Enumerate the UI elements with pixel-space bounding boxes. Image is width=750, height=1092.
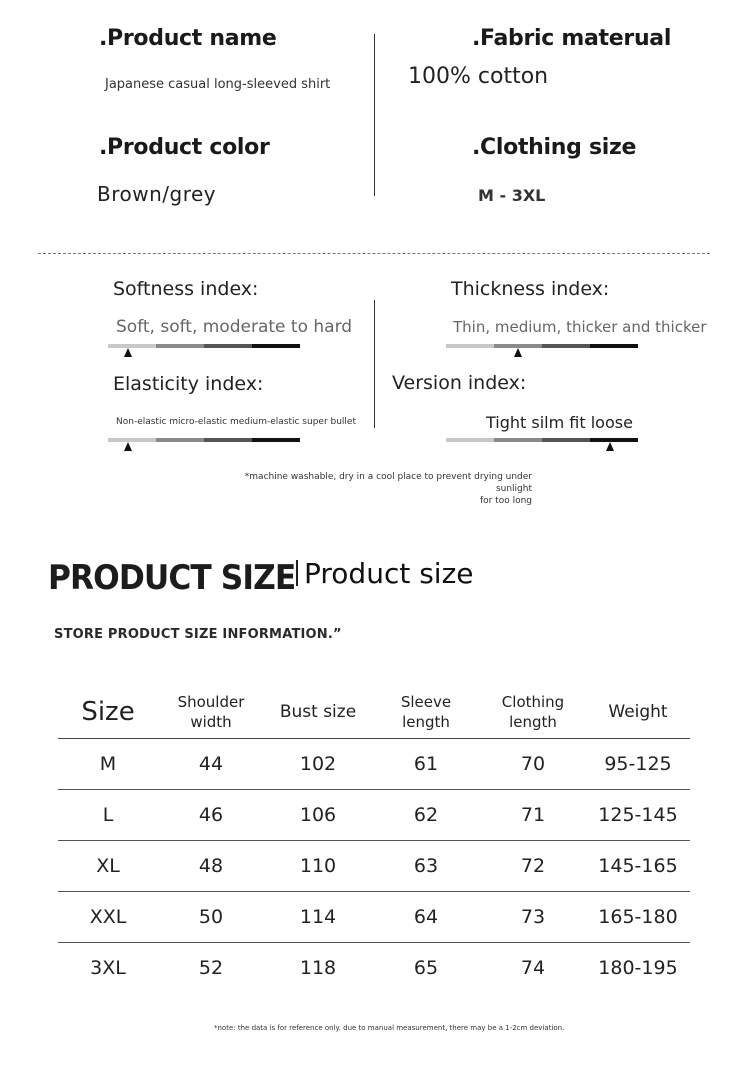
size-table: [58, 686, 690, 993]
section-divider: [38, 253, 710, 254]
elasticity-scale: [108, 438, 300, 442]
version-title: Version index:: [392, 372, 527, 394]
table-cell: XL: [58, 841, 158, 892]
table-cell: 71: [480, 790, 586, 841]
table-cell: 63: [372, 841, 480, 892]
table-row: [58, 892, 690, 943]
elasticity-marker: [124, 442, 132, 451]
table-cell: 52: [198, 957, 224, 979]
size-section-title: PRODUCT SIZE: [48, 558, 296, 598]
fabric-value: 100% cotton: [408, 64, 549, 89]
table-cell: 106: [264, 790, 372, 841]
product-name-label: .Product name: [99, 26, 277, 51]
size-footnote: *note: the data is for reference only. due to manual measurement, there may be a 1-2cm deviation.: [214, 1024, 565, 1032]
table-cell: 102: [264, 739, 372, 790]
table-cell: 95-125: [586, 739, 690, 790]
header-size: Size: [58, 686, 158, 739]
table-cell: 145-165: [586, 841, 690, 892]
thickness-title: Thickness index:: [451, 278, 610, 300]
table-cell: 44: [158, 739, 264, 790]
table-cell: 110: [264, 841, 372, 892]
table-cell: 73: [480, 892, 586, 943]
elasticity-title: Elasticity index:: [113, 373, 264, 395]
softness-desc: Soft, soft, moderate to hard: [116, 317, 353, 337]
product-color-value: Brown/grey: [97, 182, 217, 206]
table-row: [58, 739, 690, 790]
table-cell: L: [58, 790, 158, 841]
info-divider: [374, 34, 375, 196]
table-cell: 74: [520, 957, 546, 979]
table-cell: 165-180: [586, 892, 690, 943]
header-bust-size: Bust size: [264, 686, 372, 739]
table-cell: 46: [158, 790, 264, 841]
table-cell: 125-145: [586, 790, 690, 841]
subtitle-bar: [296, 560, 298, 586]
thickness-scale: [446, 344, 638, 348]
fabric-label: .Fabric materual: [472, 26, 672, 51]
index-divider: [374, 300, 375, 428]
table-cell: M: [58, 739, 158, 790]
header-sleeve-length: Sleeve length: [372, 686, 480, 739]
size-section-caption: STORE PRODUCT SIZE INFORMATION.”: [54, 627, 342, 642]
care-note-line2: for too long: [479, 496, 532, 506]
elasticity-desc: Non-elastic micro-elastic medium-elastic super bullet: [116, 417, 356, 427]
table-cell: 72: [480, 841, 586, 892]
table-cell: 61: [372, 739, 480, 790]
softness-scale: [108, 344, 300, 348]
table-cell: 3XL: [90, 957, 126, 979]
product-name-value: Japanese casual long-sleeved shirt: [105, 77, 331, 92]
softness-title: Softness index:: [113, 278, 259, 300]
care-note: [222, 471, 532, 507]
header-shoulder-width: Shoulder width: [158, 686, 264, 739]
table-row: [58, 841, 690, 892]
product-color-label: .Product color: [99, 135, 270, 160]
table-cell: 114: [264, 892, 372, 943]
table-row: [58, 790, 690, 841]
header-clothing-length: Clothing length: [480, 686, 586, 739]
table-cell: 65: [413, 957, 439, 979]
table-cell: XXL: [58, 892, 158, 943]
clothing-size-value: M - 3XL: [478, 186, 546, 205]
size-section-subtitle: [296, 557, 474, 590]
thickness-marker: [514, 348, 522, 357]
care-note-line1: *machine washable, dry in a cool place to prevent drying under sunlight: [244, 472, 532, 494]
table-row: [58, 943, 690, 994]
version-desc: Tight silm fit loose: [486, 413, 633, 432]
table-cell: 70: [480, 739, 586, 790]
table-cell: 118: [299, 957, 337, 979]
table-cell: 180-195: [598, 957, 678, 979]
table-cell: 50: [158, 892, 264, 943]
size-section-subtitle-text: Product size: [304, 557, 474, 590]
version-marker: [606, 442, 614, 451]
softness-marker: [124, 348, 132, 357]
table-cell: 62: [372, 790, 480, 841]
size-table-header: [58, 686, 690, 739]
clothing-size-label-text: .Clothing size: [472, 135, 637, 160]
table-cell: 64: [372, 892, 480, 943]
table-cell: 48: [158, 841, 264, 892]
header-weight: Weight: [586, 686, 690, 739]
thickness-desc: Thin, medium, thicker and thicker: [453, 318, 707, 336]
